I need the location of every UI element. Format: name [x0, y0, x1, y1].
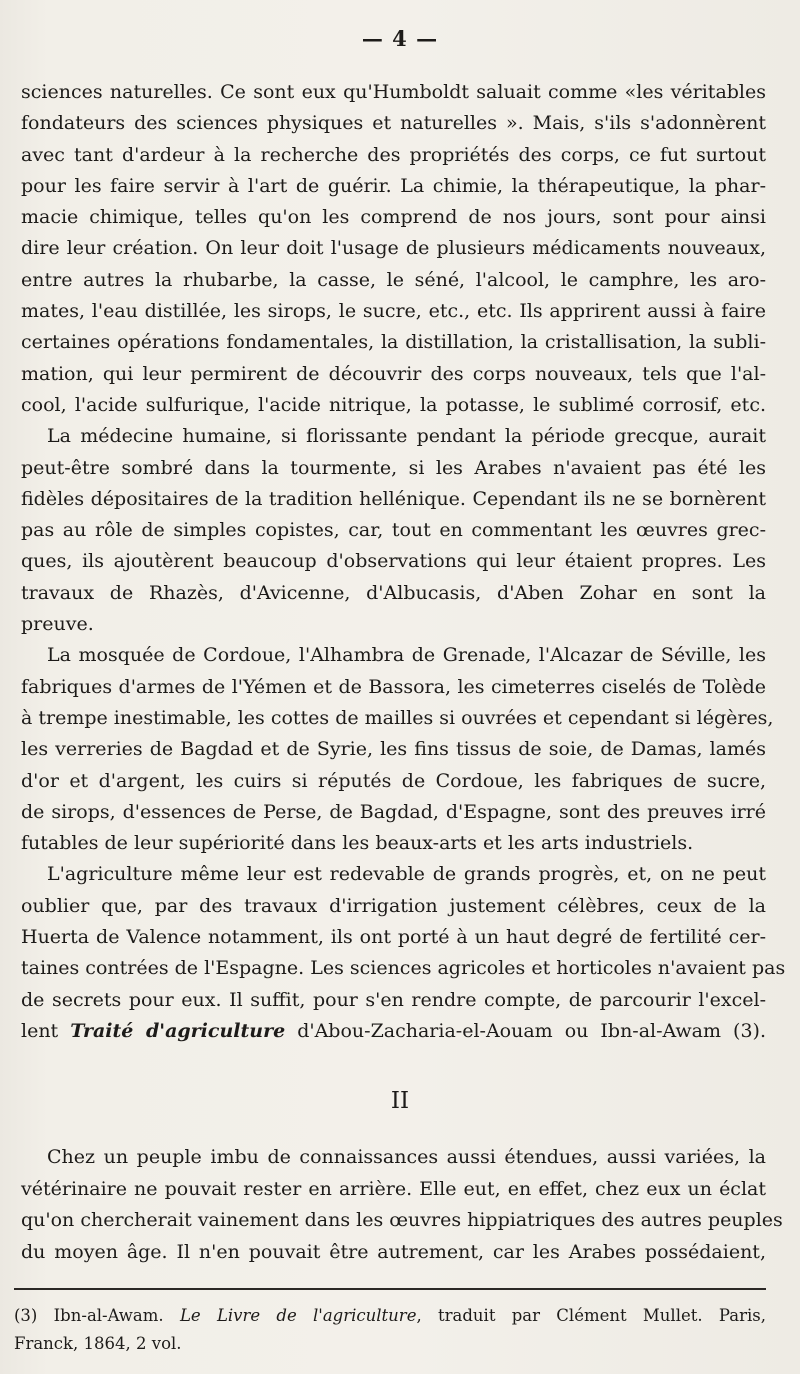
text-line: ques, ils ajoutèrent beaucoup d'observations qui leur étaient propres. Les	[21, 550, 766, 573]
text-line: fabriques d'armes de l'Yémen et de Bassora, les cimeterres ciselés de Tolède	[21, 675, 766, 698]
text-line: macie chimique, telles qu'on les comprend de nos jours, sont pour ainsi	[21, 206, 766, 229]
text-line-with-title	[21, 1016, 766, 1047]
text-line: sciences naturelles. Ce sont eux qu'Humboldt saluait comme «les véritables	[21, 81, 766, 103]
paragraph-4	[21, 859, 786, 1047]
text-line: La médecine humaine, si florissante pendant la période grecque, aurait	[47, 425, 766, 448]
text-fragment: lent	[21, 1019, 71, 1042]
text-line: Huerta de Valence notamment, ils ont porté à un haut degré de fertilité cer-	[21, 926, 766, 949]
text-line: à trempe inestimable, les cottes de mailles si ouvrées et cependant si légères,	[21, 706, 774, 729]
text-line: les verreries de Bagdad et de Syrie, les fins tissus de soie, de Damas, lamés	[21, 738, 766, 761]
text-line: avec tant d'ardeur à la recherche des propriétés des corps, ce fut surtout	[21, 143, 766, 166]
text-line: peut-être sombré dans la tourmente, si les Arabes n'avaient pas été les	[21, 456, 766, 479]
text-line: taines contrées de l'Espagne. Les sciences agricoles et horticoles n'avaient pas	[21, 957, 786, 980]
text-line: L'agriculture même leur est redevable de grands progrès, et, on ne peut	[47, 863, 766, 886]
text-line: fondateurs des sciences physiques et naturelles ». Mais, s'ils s'adonnèrent	[21, 112, 766, 135]
section-heading: II	[390, 1088, 410, 1114]
page-number: — 4 —	[361, 26, 439, 51]
text-line: travaux de Rhazès, d'Avicenne, d'Albucasis, d'Aben Zohar en sont la	[21, 581, 766, 604]
text-line: certaines opérations fondamentales, la distillation, la cristallisation, la subli-	[21, 331, 766, 354]
section-text	[21, 1142, 783, 1268]
main-text	[21, 77, 786, 1047]
text-line: fidèles dépositaires de la tradition hellénique. Cependant ils ne se bornèrent	[21, 487, 766, 510]
text-line: d'or et d'argent, les cuirs si réputés de Cordoue, les fabriques de sucre,	[21, 769, 766, 792]
footnote	[14, 1302, 766, 1358]
text-line: cool, l'acide sulfurique, l'acide nitrique, la potasse, le sublimé corrosif, etc.	[21, 393, 766, 416]
text-line: vétérinaire ne pouvait rester en arrière. Elle eut, en effet, chez eux un éclat	[21, 1177, 766, 1200]
paragraph-2	[21, 421, 766, 640]
footnote-details: , traduit par Clément Mullet. Paris,	[416, 1306, 766, 1325]
footnote-marker: (3)	[14, 1306, 38, 1325]
text-line: de secrets pour eux. Il suffit, pour s'en rendre compte, de parcourir l'excel-	[21, 988, 766, 1011]
text-line: qu'on chercherait vainement dans les œuvres hippiatriques des autres peuples	[21, 1209, 783, 1231]
text-line: Chez un peuple imbu de connaissances aussi étendues, aussi variées, la	[47, 1146, 766, 1168]
text-line: pour les faire servir à l'art de guérir. La chimie, la thérapeutique, la phar-	[21, 174, 766, 197]
text-line: du moyen âge. Il n'en pouvait être autrement, car les Arabes possédaient,	[21, 1240, 766, 1263]
text-line: dire leur création. On leur doit l'usage de plusieurs médicaments nouveaux,	[21, 237, 766, 260]
text-line: futables de leur supériorité dans les beaux-arts et les arts industriels.	[21, 832, 694, 855]
text-line: entre autres la rhubarbe, la casse, le séné, l'alcool, le camphre, les aro-	[21, 268, 766, 291]
paragraph-1	[21, 77, 766, 421]
text-line: mation, qui leur permirent de découvrir des corps nouveaux, tels que l'al-	[21, 362, 766, 385]
text-line: preuve.	[21, 613, 94, 636]
footnote-line: Franck, 1864, 2 vol.	[14, 1334, 182, 1353]
text-fragment: d'Abou-Zacharia-el-Aouam ou Ibn-al-Awam (3).	[285, 1019, 766, 1042]
footnote-divider	[14, 1288, 766, 1290]
footnote-title: Le Livre de l'agriculture	[179, 1306, 417, 1325]
text-line: pas au rôle de simples copistes, car, tout en commentant les œuvres grec-	[21, 519, 766, 542]
paragraph-3	[21, 640, 774, 859]
text-line: mates, l'eau distillée, les sirops, le sucre, etc., etc. Ils apprirent aussi à faire	[21, 300, 766, 323]
text-line: de sirops, d'essences de Perse, de Bagdad, d'Espagne, sont des preuves irré	[21, 800, 766, 823]
text-line: oublier que, par des travaux d'irrigation justement célèbres, ceux de la	[21, 894, 766, 917]
footnote-line	[14, 1302, 766, 1330]
text-line: La mosquée de Cordoue, l'Alhambra de Grenade, l'Alcazar de Séville, les	[47, 644, 766, 667]
footnote-author: Ibn-al-Awam.	[53, 1306, 164, 1325]
book-title: Traité d'agriculture	[70, 1019, 286, 1042]
